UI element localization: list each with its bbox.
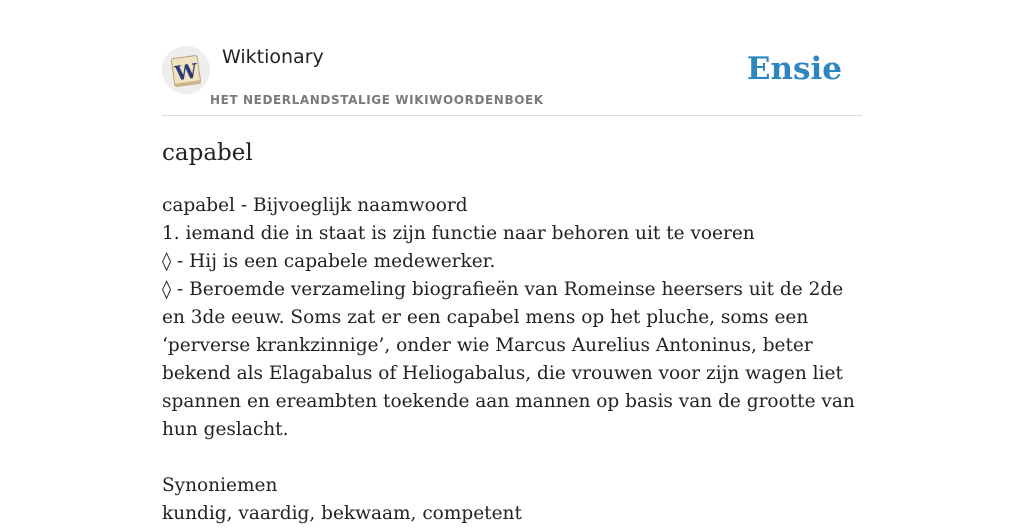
site-name[interactable]: Wiktionary	[222, 46, 324, 68]
example-2: ◊ - Beroemde verzameling biografieën van Romeinse heersers uit de 2de en 3de eeuw. Soms zat er een capabel mens op het pluche, soms een ‘perverse krankzinnige’, onder wie Marcus Aurelius Antoninus, beter bekend als Elagabalus of Heliogabalus, die vrouwen voor zijn wagen liet spannen en ereambten toekende aan mannen op basis van de grootte van hun geslacht.	[162, 279, 855, 440]
ensie-brand-logo[interactable]: Ensie	[746, 51, 842, 87]
entry-card	[162, 0, 862, 524]
site-tagline: HET NEDERLANDSTALIGE WIKIWOORDENBOEK	[210, 93, 544, 107]
header-divider	[162, 115, 862, 116]
synonyms-list: kundig, vaardig, bekwaam, competent	[162, 503, 522, 524]
svg-text:W: W	[173, 58, 199, 86]
definition: 1. iemand die in staat is zijn functie naar behoren uit te voeren	[162, 223, 755, 244]
synonyms-label: Synoniemen	[162, 475, 278, 496]
example-1: ◊ - Hij is een capabele medewerker.	[162, 251, 496, 272]
entry-content	[162, 192, 862, 528]
entry-heading: capabel - Bijvoeglijk naamwoord	[162, 195, 468, 216]
spacer	[162, 444, 862, 472]
page-title: capabel	[162, 140, 253, 166]
w-tile-icon	[162, 46, 210, 94]
wiktionary-logo-icon	[162, 46, 210, 94]
